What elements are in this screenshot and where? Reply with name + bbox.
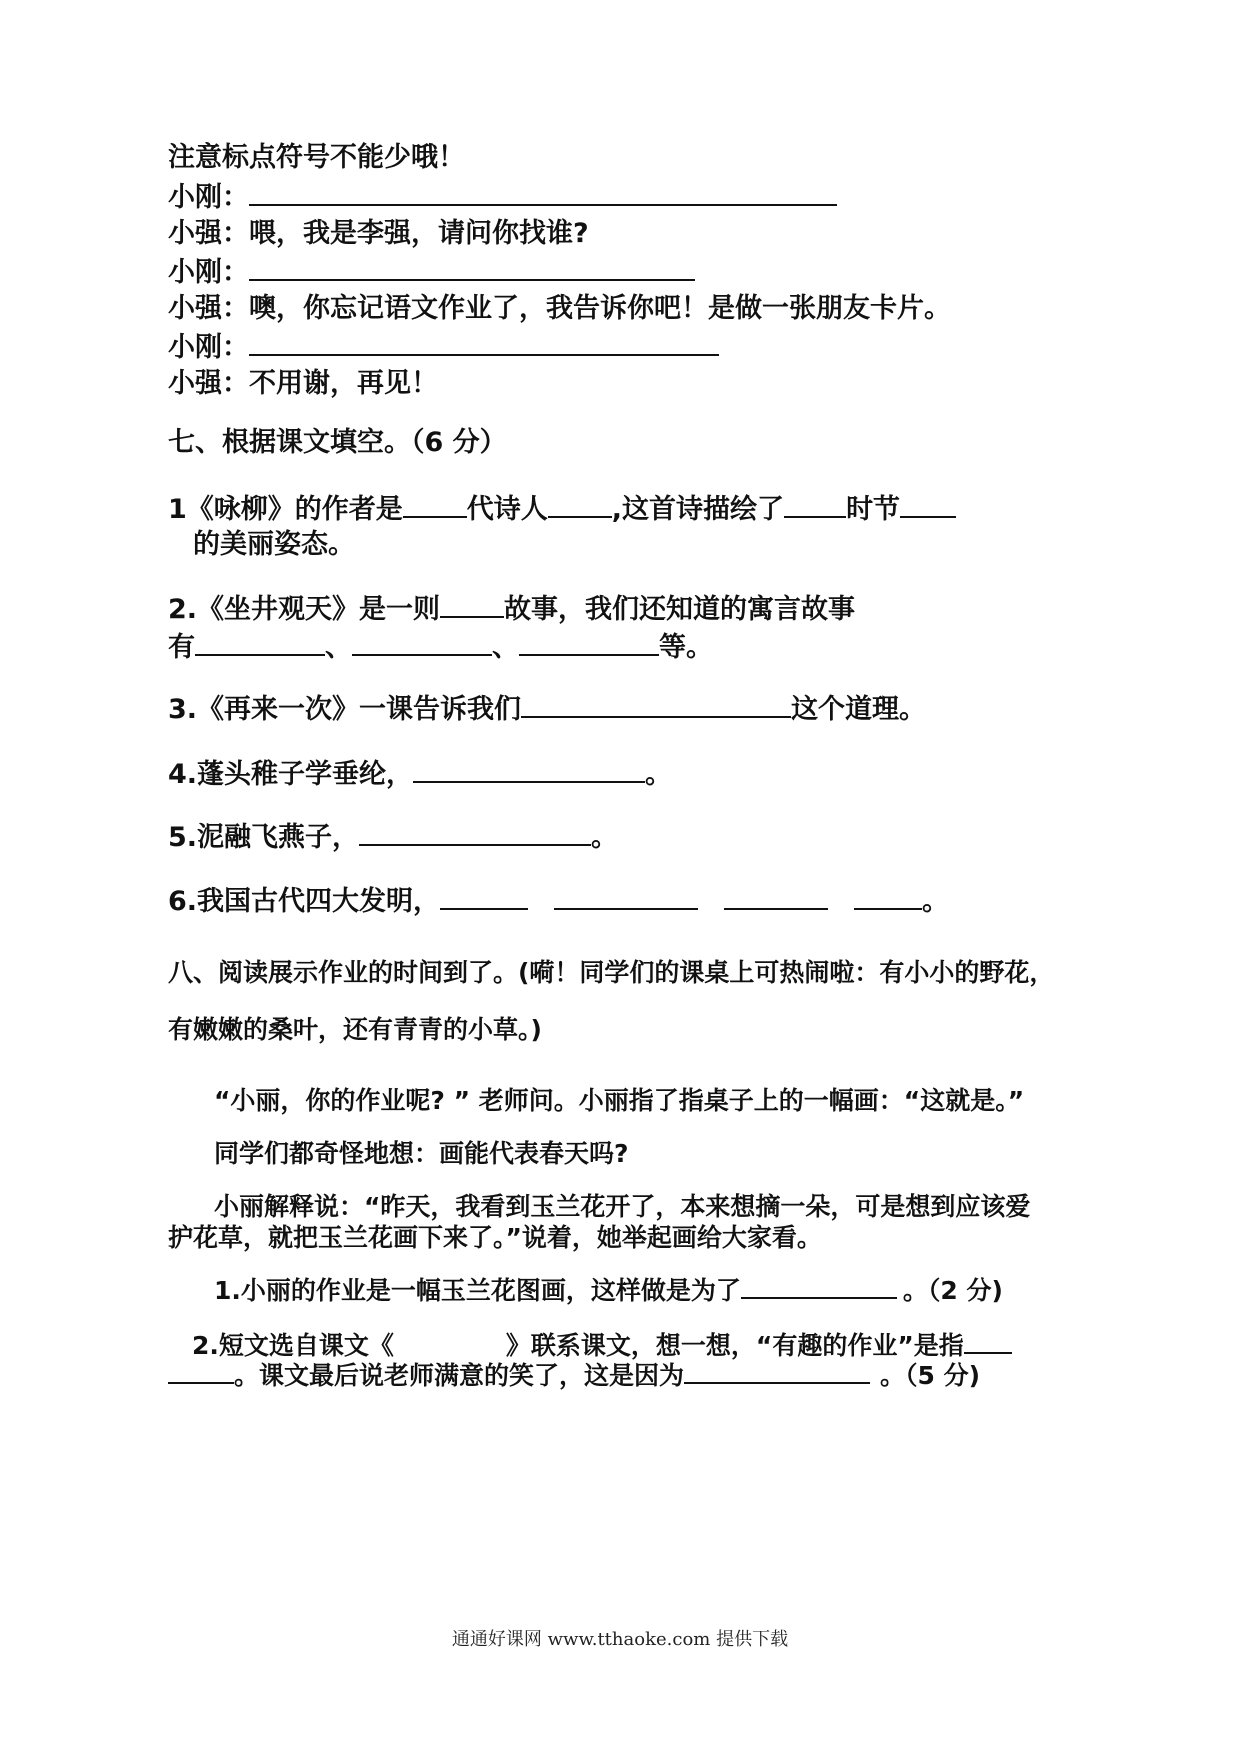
- answer-blank[interactable]: [249, 178, 837, 206]
- reading-paragraph-3-line-1: 小丽解释说：“昨天，我看到玉兰花开了，本来想摘一朵，可是想到应该爱: [214, 1192, 1031, 1221]
- s7-question-5: [168, 818, 618, 856]
- dialogue-line-1: [168, 178, 837, 216]
- section-7-title: 七、根据课文填空。（6 分）: [168, 427, 507, 458]
- s7-question-1-cont: 的美丽姿态。: [193, 529, 355, 560]
- answer-blank[interactable]: [249, 253, 695, 281]
- answer-blank[interactable]: [900, 490, 956, 518]
- footer-source: 通通好课网 www.tthaoke.com 提供下载: [451, 1629, 789, 1650]
- q-text: 2.《坐井观天》是一则: [168, 594, 441, 625]
- section-8-title-line-2: 有嫩嫩的桑叶，还有青青的小草。): [168, 1015, 542, 1044]
- q-text: 。: [591, 822, 619, 853]
- q-text: 3.《再来一次》一课告诉我们: [168, 694, 522, 725]
- q-text: 、: [325, 632, 352, 663]
- speaker: 小刚：: [168, 257, 249, 288]
- answer-blank[interactable]: [195, 628, 325, 656]
- speaker: 小刚：: [168, 332, 249, 363]
- answer-blank[interactable]: [741, 1271, 897, 1299]
- q-text: 。（2 分): [902, 1276, 1003, 1305]
- s7-question-2-cont: [168, 628, 713, 666]
- answer-blank[interactable]: [784, 490, 846, 518]
- answer-blank[interactable]: [724, 882, 828, 910]
- s7-question-6: [168, 882, 949, 920]
- dialogue-line-5: [168, 328, 719, 366]
- dialogue-text: 不用谢，再见！: [249, 368, 438, 399]
- answer-blank[interactable]: [413, 755, 645, 783]
- answer-blank[interactable]: [521, 690, 791, 718]
- reading-paragraph-3-line-2: 护花草，就把玉兰花画下来了。”说着，她举起画给大家看。: [168, 1223, 822, 1252]
- answer-blank[interactable]: [403, 490, 467, 518]
- q-text: 6.我国古代四大发明，: [168, 886, 441, 917]
- q-text: 等。: [659, 632, 713, 663]
- q-text: 。课文最后说老师满意的笑了，这是因为: [234, 1361, 685, 1390]
- q-text: 代诗人: [466, 494, 548, 525]
- q-text: 有: [168, 632, 195, 663]
- s7-question-2: [168, 590, 855, 628]
- answer-blank[interactable]: [168, 1356, 234, 1384]
- answer-blank[interactable]: [854, 882, 922, 910]
- q-text: 5.泥融飞燕子，: [168, 822, 360, 853]
- dialogue-line-4: [168, 291, 951, 327]
- speaker: 小强：: [168, 218, 249, 249]
- dialogue-line-6: [168, 366, 438, 402]
- dialogue-text: 噢，你忘记语文作业了，我告诉你吧！是做一张朋友卡片。: [249, 293, 951, 324]
- s7-question-4: [168, 755, 672, 793]
- answer-blank[interactable]: [964, 1326, 1012, 1354]
- answer-blank[interactable]: [684, 1356, 870, 1384]
- reading-paragraph-1: “小丽，你的作业呢? ” 老师问。小丽指了指桌子上的一幅画：“这就是。”: [214, 1086, 1025, 1115]
- dialogue-tip: 注意标点符号不能少哦！: [168, 142, 465, 173]
- q-text: 故事，我们还知道的寓言故事: [504, 594, 856, 625]
- s7-question-1: [168, 490, 956, 528]
- answer-blank[interactable]: [440, 882, 528, 910]
- q-text: 时节: [846, 494, 901, 525]
- dialogue-line-2: [168, 216, 589, 252]
- answer-blank[interactable]: [548, 490, 612, 518]
- s8-question-1: [214, 1271, 1003, 1309]
- q-text: 。（5 分): [880, 1361, 981, 1390]
- q-text: ,这首诗描绘了: [611, 494, 785, 525]
- answer-blank[interactable]: [554, 882, 698, 910]
- q-text: 》联系课文，想一想，“有趣的作业”是指: [505, 1331, 964, 1360]
- q-text: 、: [492, 632, 519, 663]
- q-text: 。: [645, 759, 673, 790]
- answer-blank[interactable]: [359, 818, 591, 846]
- q-text: 2.短文选自课文《: [192, 1331, 394, 1360]
- section-8-title-line-1: 八、阅读展示作业的时间到了。(嗬！同学们的课桌上可热闹啦：有小小的野花，: [168, 958, 1055, 987]
- speaker: 小强：: [168, 368, 249, 399]
- speaker: 小强：: [168, 293, 249, 324]
- answer-blank[interactable]: [440, 590, 504, 618]
- s8-question-2-cont: [168, 1356, 980, 1394]
- q-text: 4.蓬头稚子学垂纶，: [168, 759, 414, 790]
- q-text: 1.小丽的作业是一幅玉兰花图画，这样做是为了: [214, 1276, 741, 1305]
- s7-question-3: [168, 690, 926, 728]
- q-text: 这个道理。: [791, 694, 927, 725]
- dialogue-text: 喂，我是李强，请问你找谁?: [249, 218, 589, 249]
- answer-blank[interactable]: [352, 628, 492, 656]
- q-text: 1《咏柳》的作者是: [168, 494, 403, 525]
- dialogue-line-3: [168, 253, 695, 291]
- reading-paragraph-2: 同学们都奇怪地想：画能代表春天吗?: [214, 1139, 629, 1168]
- answer-blank[interactable]: [249, 328, 719, 356]
- q-text: 。: [922, 886, 950, 917]
- answer-blank[interactable]: [519, 628, 659, 656]
- speaker: 小刚：: [168, 182, 249, 213]
